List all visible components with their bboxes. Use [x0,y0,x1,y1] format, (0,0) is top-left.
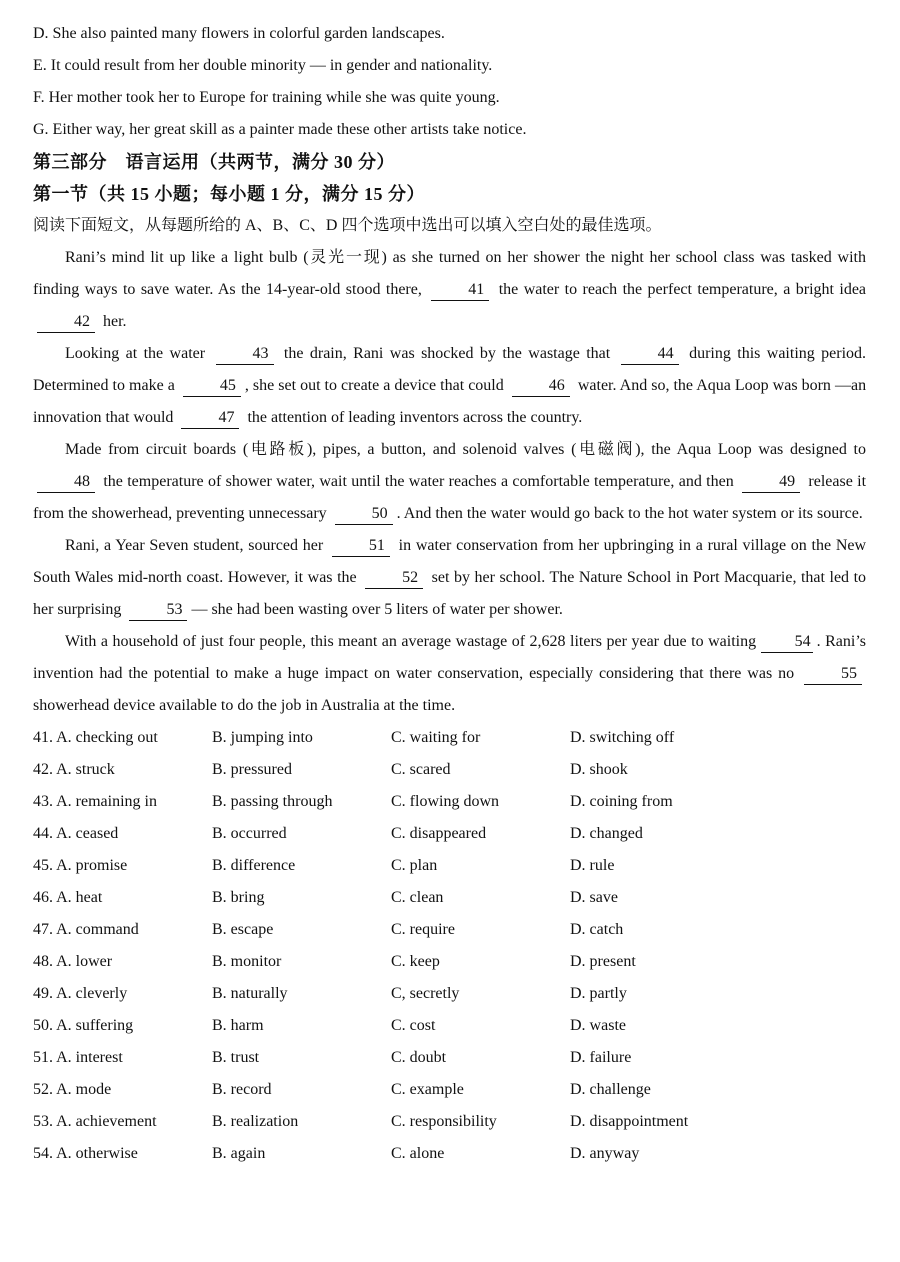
question-row-48 [33,946,866,978]
passage-text: during this waiting period. Determined to make a [33,345,867,394]
passage-text: showerhead device available to do the job in Australia at the time. [33,697,456,714]
passage-paragraph-1 [33,242,866,338]
blank-50: 50 [335,504,393,525]
passage-text: the attention of leading inventors across the country. [247,409,583,426]
cloze-passage [33,242,866,722]
option-d: D. present [570,953,636,970]
option-c: C. clean [391,889,444,906]
passage-text: in water conservation from her upbringing in a rural village on the New South Wales mid-north coast. However, it was the [33,537,867,586]
option-c: C. doubt [391,1049,447,1066]
question-row-49 [33,978,866,1010]
passage-text: the temperature of shower water, wait until the water reaches a comfortable temperature, and then [103,473,734,490]
question-row-46 [33,882,866,914]
passage-paragraph-3 [33,434,866,530]
option-a: 42. A. struck [33,761,115,778]
question-row-41 [33,722,866,754]
option-b: B. again [212,1145,266,1162]
option-c: C. waiting for [391,729,481,746]
question-row-43 [33,786,866,818]
passage-text: set by her school. The Nature School in Port Macquarie, that led to her surprising [33,569,867,618]
question-row-42 [33,754,866,786]
option-c: C. example [391,1081,464,1098]
option-c: C. plan [391,857,438,874]
option-d: D. anyway [570,1145,640,1162]
option-c: C. keep [391,953,440,970]
passage-text: Rani’s mind lit up like a light bulb (灵光一现) as she turned on her shower the night her school class was tasked with finding ways to save water. As the 14-year-old stood there, [33,249,866,298]
section-title: 第三部分 语言运用（共两节，满分 30 分） [33,152,395,172]
option-d: D. changed [570,825,643,842]
option-b: B. passing through [212,793,333,810]
option-b: B. bring [212,889,265,906]
option-d: D. waste [570,1017,626,1034]
blank-41: 41 [431,280,489,301]
option-d: D. rule [570,857,615,874]
question-row-45 [33,850,866,882]
passage-text: the water to reach the perfect temperature, a bright idea [498,281,867,298]
option-d: D. catch [570,921,624,938]
blank-43: 43 [216,344,274,365]
option-a: 52. A. mode [33,1081,112,1098]
blank-45: 45 [183,376,241,397]
exam-page [33,18,866,1170]
option-c: C. alone [391,1145,445,1162]
option-a: 53. A. achievement [33,1113,157,1130]
blank-51: 51 [332,536,390,557]
option-a: 43. A. remaining in [33,793,157,810]
option-b: B. difference [212,857,296,874]
blank-54: 54 [761,632,813,653]
question-row-53 [33,1106,866,1138]
passage-text: Made from circuit boards (电路板), pipes, a button, and solenoid valves (电磁阀), the Aqua Loop was designed to [65,441,866,458]
blank-55: 55 [804,664,862,685]
instruction-text: 阅读下面短文，从每题所给的 A、B、C、D 四个选项中选出可以填入空白处的最佳选项。 [33,217,662,234]
question-row-51 [33,1042,866,1074]
question-options [33,722,866,1170]
passage-text: . Rani’s invention had the potential to make a huge impact on water conservation, especially considering that there was no [33,633,867,682]
option-c: C. require [391,921,455,938]
passage-text: — she had been wasting over 5 liters of water per shower. [191,601,563,618]
passage-text: water. And so, the Aqua Loop was born —an innovation that would [33,377,867,426]
passage-text: the drain, Rani was shocked by the wastage that [283,345,611,362]
option-c: C. cost [391,1017,436,1034]
option-d: D. partly [570,985,627,1002]
option-a: 45. A. promise [33,857,128,874]
question-row-47 [33,914,866,946]
option-line-f: F. Her mother took her to Europe for training while she was quite young. [33,89,500,106]
option-b: B. naturally [212,985,288,1002]
passage-text: , she set out to create a device that could [244,377,504,394]
option-c: C. disappeared [391,825,487,842]
option-b: B. harm [212,1017,264,1034]
option-a: 51. A. interest [33,1049,123,1066]
subsection-title: 第一节（共 15 小题；每小题 1 分，满分 15 分） [33,184,425,204]
question-row-54 [33,1138,866,1170]
passage-paragraph-4 [33,530,866,626]
option-b: B. jumping into [212,729,313,746]
blank-53: 53 [129,600,187,621]
passage-text: release it from the showerhead, preventing unnecessary [33,473,867,522]
option-d: D. disappointment [570,1113,689,1130]
option-d: D. switching off [570,729,675,746]
option-a: 44. A. ceased [33,825,119,842]
option-c: C, secretly [391,985,460,1002]
option-d: D. failure [570,1049,632,1066]
option-d: D. challenge [570,1081,651,1098]
option-a: 54. A. otherwise [33,1145,138,1162]
option-b: B. realization [212,1113,299,1130]
option-a: 49. A. cleverly [33,985,128,1002]
passage-text: her. [103,313,127,330]
question-row-52 [33,1074,866,1106]
blank-47: 47 [181,408,239,429]
option-a: 41. A. checking out [33,729,158,746]
question-row-44 [33,818,866,850]
option-b: B. occurred [212,825,287,842]
option-a: 50. A. suffering [33,1017,134,1034]
option-line-e: E. It could result from her double minority — in gender and nationality. [33,57,493,74]
option-a: 46. A. heat [33,889,103,906]
passage-text: Looking at the water [65,345,206,362]
option-d: D. save [570,889,618,906]
passage-text: . And then the water would go back to the hot water system or its source. [396,505,863,522]
option-a: 47. A. command [33,921,139,938]
option-d: D. coining from [570,793,673,810]
passage-text: With a household of just four people, this meant an average wastage of 2,628 liters per year due to waiting [65,633,757,650]
option-b: B. pressured [212,761,292,778]
blank-48: 48 [37,472,95,493]
passage-paragraph-2 [33,338,866,434]
blank-44: 44 [621,344,679,365]
question-row-50 [33,1010,866,1042]
option-b: B. monitor [212,953,282,970]
option-line-g: G. Either way, her great skill as a painter made these other artists take notice. [33,121,527,138]
option-b: B. escape [212,921,274,938]
option-a: 48. A. lower [33,953,113,970]
option-c: C. scared [391,761,451,778]
option-c: C. responsibility [391,1113,497,1130]
passage-paragraph-5 [33,626,866,722]
passage-text: Rani, a Year Seven student, sourced her [65,537,324,554]
blank-49: 49 [742,472,800,493]
option-d: D. shook [570,761,628,778]
option-b: B. trust [212,1049,260,1066]
blank-42: 42 [37,312,95,333]
blank-46: 46 [512,376,570,397]
blank-52: 52 [365,568,423,589]
option-line-d: D. She also painted many flowers in colorful garden landscapes. [33,25,445,42]
option-b: B. record [212,1081,272,1098]
option-c: C. flowing down [391,793,499,810]
